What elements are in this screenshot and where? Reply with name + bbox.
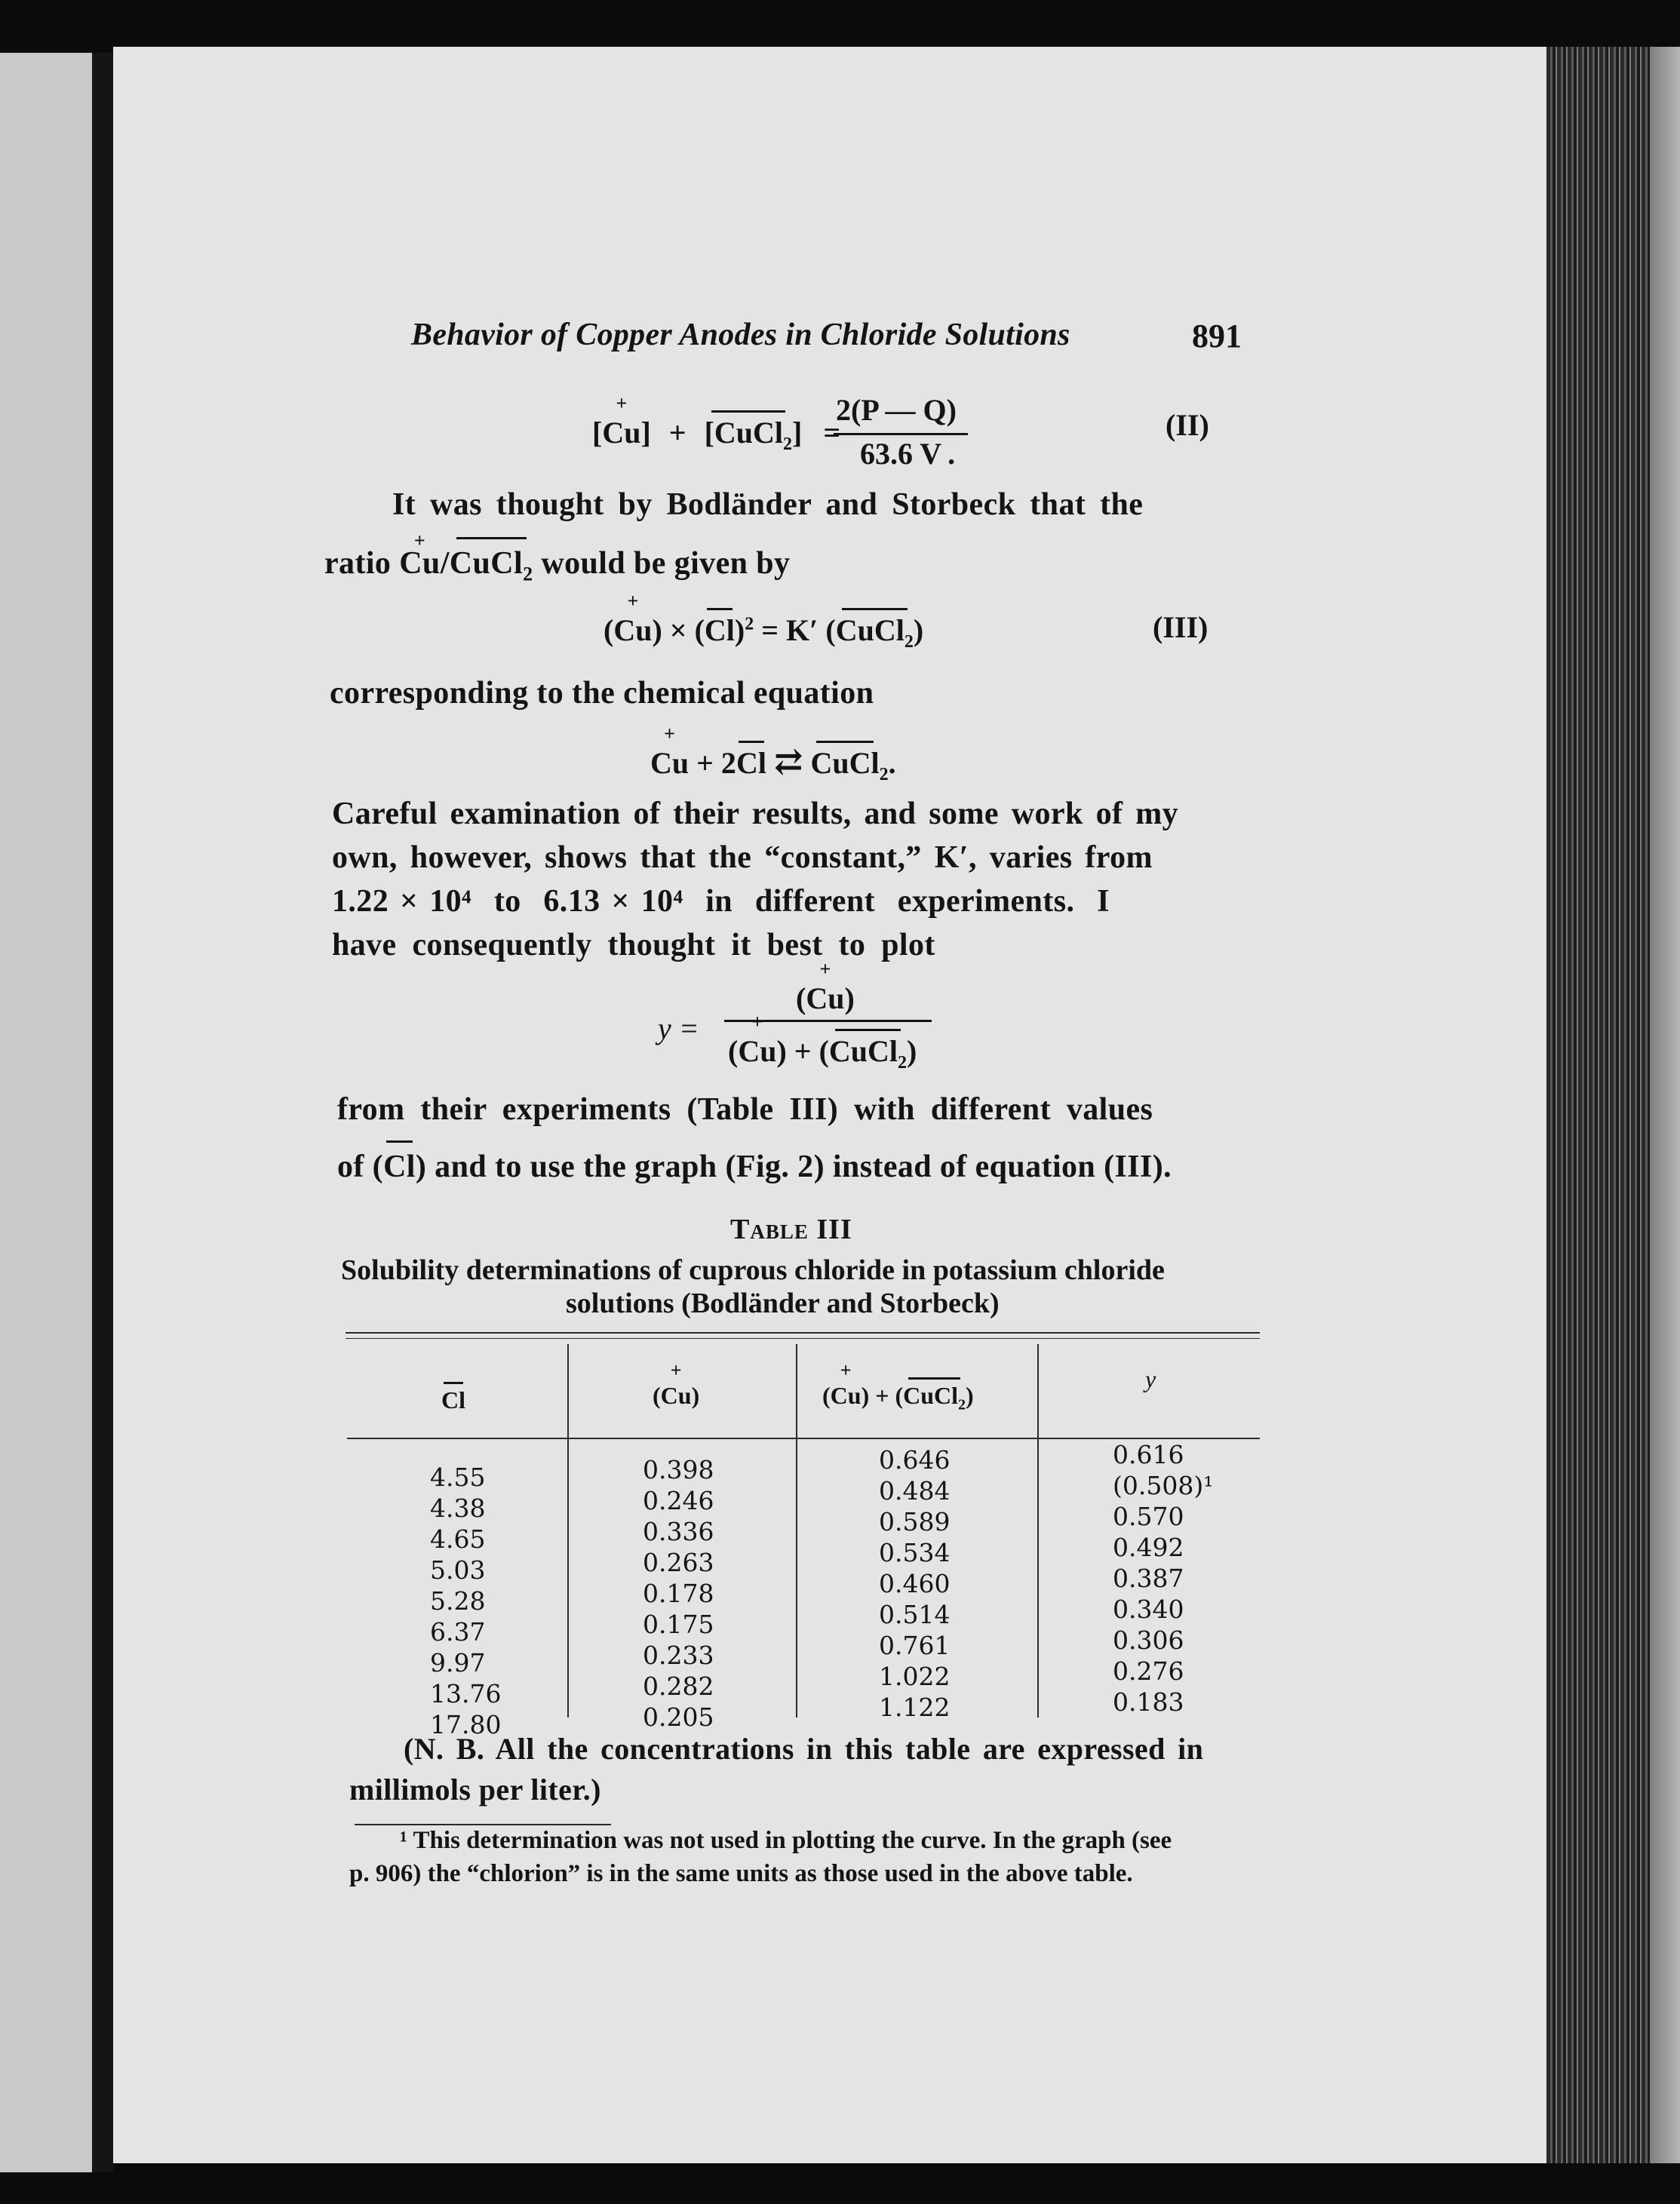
table-cell-cu: 0.246 — [643, 1486, 714, 1515]
table-cell-y: (0.508)¹ — [1113, 1471, 1214, 1500]
running-header: Behavior of Copper Anodes in Chloride Solutions — [411, 318, 1070, 352]
equation-iii: (+ $Cu) \times (Cl)^2 = K'$ (CuCl$_2$) — [604, 612, 923, 652]
table-cell-sum: 0.484 — [879, 1476, 951, 1506]
table-column-divider-2 — [796, 1344, 797, 1717]
paragraph-3-line-3: 1.22 × 10⁴ to 6.13 × 10⁴ in different experiments. I — [332, 884, 1110, 919]
table-cell-cl: 4.38 — [430, 1493, 486, 1523]
equation-ii-lhs: + [Cu] + [CuCl$_2$] = — [592, 415, 840, 455]
table-cell-cl: 4.65 — [430, 1524, 486, 1554]
table-cell-sum: 1.122 — [879, 1693, 951, 1722]
table-cell-cu: 0.233 — [643, 1641, 714, 1670]
table-cell-y: 0.276 — [1113, 1656, 1184, 1686]
paragraph-4-line-1: from their experiments (Table III) with different values — [337, 1092, 1153, 1127]
table-cell-cl: 9.97 — [430, 1648, 486, 1678]
table-cell-cu: 0.178 — [643, 1579, 714, 1608]
table-cell-sum: 0.589 — [879, 1507, 951, 1536]
table-top-rule-2 — [346, 1338, 1260, 1339]
equation-ii-denominator: 63.6 V . — [860, 437, 956, 471]
paragraph-3-line-2: own, however, shows that the “constant,” K′, varies from — [332, 840, 1153, 875]
y-equation-numerator: (+ Cu) — [796, 981, 855, 1016]
y-equation-lhs: y = — [658, 1011, 699, 1045]
table-cell-cu: 0.205 — [643, 1702, 714, 1732]
footnote-line-1: ¹ This determination was not used in plotting the curve. In the graph (see — [400, 1827, 1172, 1854]
table-cell-y: 0.183 — [1113, 1687, 1184, 1717]
equation-ii-fraction-bar — [834, 433, 968, 435]
paragraph-4-line-2: of (Cl) and to use the graph (Fig. 2) instead of equation (III). — [337, 1145, 1172, 1189]
equation-ii-numerator: 2(P — Q) — [836, 393, 957, 427]
table-cell-y: 0.306 — [1113, 1625, 1184, 1655]
equilibrium-arrows-icon: ⇄ — [773, 742, 803, 781]
table-cell-y: 0.616 — [1113, 1440, 1184, 1469]
page-number: 891 — [1192, 318, 1242, 355]
table-cell-sum: 0.460 — [879, 1569, 951, 1598]
table-cell-cl: 6.37 — [430, 1617, 486, 1647]
column-y-values — [1113, 1439, 1213, 1717]
table-cell-cl: 5.03 — [430, 1555, 486, 1585]
paragraph-1-line-1: It was thought by Bodländer and Storbeck that the — [392, 487, 1144, 522]
paragraph-3-line-1: Careful examination of their results, and some work of my — [332, 797, 1179, 831]
table-cell-cl: 5.28 — [430, 1586, 486, 1616]
table-cell-cu: 0.282 — [643, 1671, 714, 1701]
paragraph-1-line-2: ratio + Cu/CuCl$_2$ would be given by — [324, 542, 790, 596]
table-top-rule — [346, 1332, 1260, 1334]
y-equation-denominator: (+ Cu) + (CuCl$_2$) — [728, 1033, 917, 1073]
table-cell-cu: 0.263 — [643, 1548, 714, 1577]
column-header-cl: Cl — [441, 1386, 465, 1414]
equation-ii-number: (II) — [1166, 408, 1209, 442]
table-label: Table III — [730, 1214, 852, 1245]
cucl2-ion-symbol: [CuCl$_2$ — [704, 416, 793, 454]
table-cell-y: 0.340 — [1113, 1595, 1184, 1624]
column-header-sum: (+ Cu) + (CuCl$_2$) — [822, 1382, 974, 1414]
page-stack-edge — [1546, 47, 1680, 2163]
column-cl-values — [430, 1462, 501, 1740]
table-cell-cl: 13.76 — [430, 1679, 502, 1708]
table-cell-sum: 0.514 — [879, 1600, 951, 1629]
column-sum-values — [879, 1444, 950, 1723]
table-cell-cu: 0.398 — [643, 1455, 714, 1484]
paragraph-3-line-4: have consequently thought it best to plot — [332, 928, 935, 962]
table-column-divider-3 — [1037, 1344, 1039, 1717]
table-cell-cu: 0.175 — [643, 1610, 714, 1639]
table-cell-cl: 4.55 — [430, 1463, 486, 1492]
table-note-line-1: (N. B. All the concentrations in this table are expressed in — [404, 1732, 1204, 1766]
column-cu-values — [643, 1454, 714, 1733]
adjacent-page-edge — [0, 53, 92, 2172]
table-cell-sum: 1.022 — [879, 1662, 951, 1691]
table-cell-sum: 0.761 — [879, 1631, 951, 1660]
equation-iii-number: (III) — [1153, 610, 1209, 644]
table-cell-y: 0.387 — [1113, 1564, 1184, 1593]
table-cell-cu: 0.336 — [643, 1517, 714, 1546]
table-cell-sum: 0.646 — [879, 1445, 951, 1475]
table-caption-line-1: Solubility determinations of cuprous chloride in potassium chloride — [341, 1254, 1165, 1286]
table-note-line-2: millimols per liter.) — [349, 1773, 601, 1806]
table-column-divider-1 — [567, 1344, 569, 1717]
footnote-line-2: p. 906) the “chlorion” is in the same units as those used in the above table. — [349, 1860, 1133, 1887]
table-caption-line-2: solutions (Bodländer and Storbeck) — [566, 1288, 1000, 1319]
chemical-equation: + Cu + 2Cl ⇄CuCl$_2$. — [650, 741, 896, 785]
table-cell-y: 0.492 — [1113, 1533, 1184, 1562]
paragraph-2-line-1: corresponding to the chemical equation — [330, 676, 874, 711]
column-header-cu: (+ Cu) — [653, 1382, 699, 1410]
column-header-y: y — [1145, 1365, 1156, 1392]
book-gutter — [92, 53, 113, 2172]
cu-ion-symbol: + [Cu] — [592, 415, 651, 450]
table-cell-y: 0.570 — [1113, 1502, 1184, 1531]
table-cell-sum: 0.534 — [879, 1538, 951, 1567]
footnote-rule — [355, 1824, 611, 1825]
table-cell-cl: 17.80 — [430, 1710, 502, 1739]
